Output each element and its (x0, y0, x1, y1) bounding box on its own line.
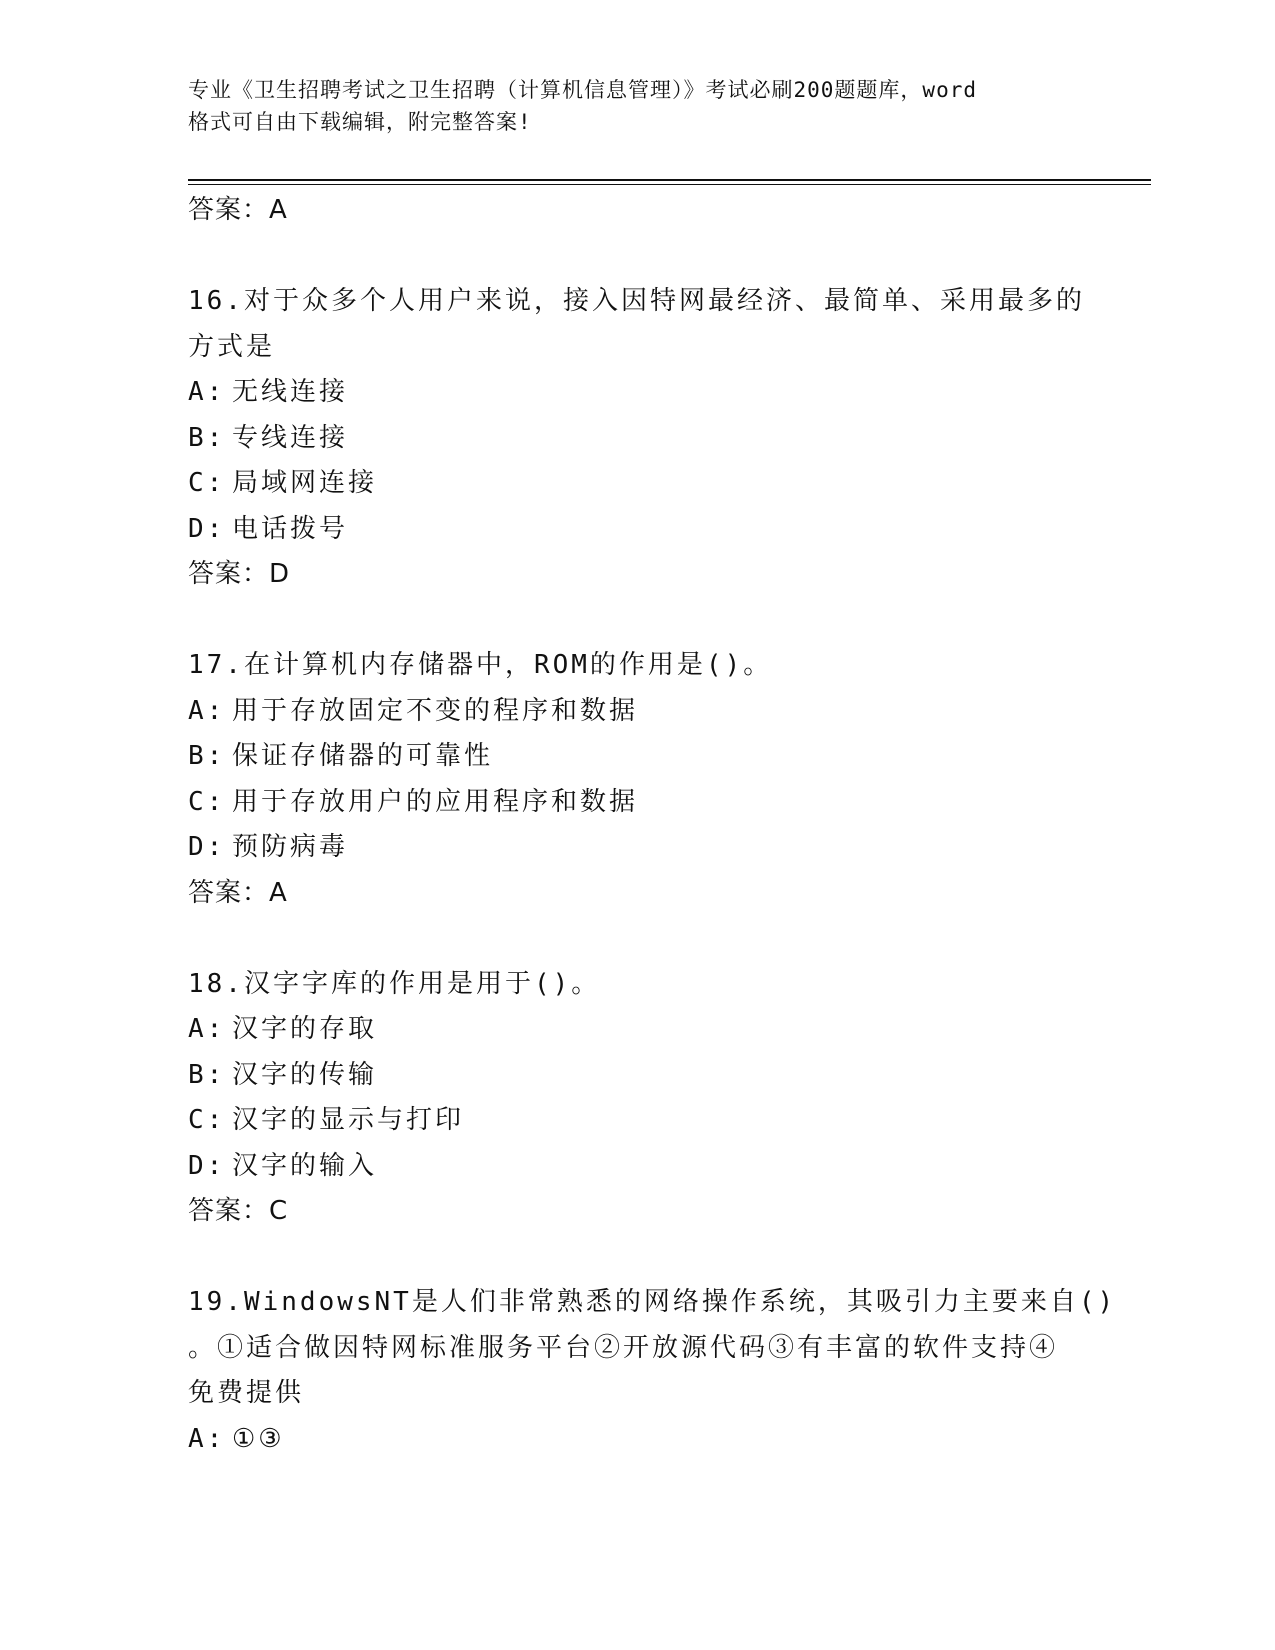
option-b (188, 416, 1088, 462)
option-b (188, 1053, 1088, 1099)
question-16 (188, 279, 1088, 598)
question-19 (188, 1280, 1117, 1462)
spacer (188, 234, 1088, 280)
question-content (188, 188, 1117, 1462)
option-label: A: (188, 1423, 226, 1454)
option-label: B: (188, 741, 226, 771)
header-rule-thick (188, 179, 1151, 181)
spacer (188, 598, 1088, 644)
option-text: 用于存放固定不变的程序和数据 (232, 695, 639, 726)
header-rule-thin (188, 184, 1151, 185)
option-d (188, 1144, 1088, 1190)
option-label: A: (188, 1014, 226, 1044)
answer-line: 答案：C (188, 1196, 289, 1226)
option-text: 电话拨号 (232, 513, 349, 544)
option-b (188, 734, 1088, 780)
spacer (188, 1235, 1088, 1281)
option-label: C: (188, 468, 226, 498)
spacer (188, 916, 1088, 962)
question-stem-line: 17.在计算机内存储器中，ROM的作用是()。 (188, 650, 773, 680)
question-stem-line: 免费提供 (188, 1378, 305, 1408)
option-text: 预防病毒 (232, 832, 349, 862)
question-stem-line: 18.汉字字库的作用是用于()。 (188, 968, 601, 999)
header-line-1: 专业《卫生招聘考试之卫生招聘（计算机信息管理）》考试必刷200题题库，word (188, 78, 977, 102)
option-c (188, 1098, 1088, 1144)
option-a (188, 1417, 1088, 1463)
option-text: 汉字的存取 (232, 1014, 378, 1044)
option-label: C: (188, 1105, 226, 1135)
option-text: 专线连接 (232, 422, 349, 453)
answer-line: 答案：A (188, 877, 288, 908)
question-stem-line: 19.WindowsNT是人们非常熟悉的网络操作系统，其吸引力主要来自() (188, 1287, 1117, 1317)
previous-answer: 答案：A (188, 195, 288, 225)
option-a (188, 370, 1088, 416)
option-label: B: (188, 1059, 226, 1090)
option-text: 保证存储器的可靠性 (232, 741, 494, 771)
option-text: 汉字的传输 (232, 1059, 378, 1090)
option-a (188, 1007, 1088, 1053)
question-stem-line: 。①适合做因特网标准服务平台②开放源代码③有丰富的软件支持④ (188, 1332, 1059, 1363)
option-d (188, 825, 1088, 871)
option-label: D: (188, 832, 226, 862)
option-text: 无线连接 (232, 377, 349, 407)
option-label: C: (188, 786, 226, 817)
option-label: D: (188, 513, 226, 544)
option-text: ①③ (232, 1423, 285, 1454)
option-label: D: (188, 1150, 226, 1181)
option-label: A: (188, 377, 226, 407)
question-17 (188, 643, 1088, 916)
document-header (188, 74, 1088, 138)
option-text: 汉字的输入 (232, 1150, 378, 1181)
option-c (188, 780, 1088, 826)
question-stem-line: 方式是 (188, 331, 276, 362)
option-d (188, 507, 1088, 553)
option-text: 用于存放用户的应用程序和数据 (232, 786, 639, 817)
option-c (188, 461, 1088, 507)
option-text: 汉字的显示与打印 (232, 1105, 465, 1135)
option-a (188, 689, 1088, 735)
header-line-2: 格式可自由下载编辑，附完整答案! (188, 110, 532, 134)
option-label: B: (188, 422, 226, 453)
question-stem-line: 16.对于众多个人用户来说，接入因特网最经济、最简单、采用最多的 (188, 286, 1085, 316)
answer-line: 答案：D (188, 559, 291, 589)
question-18 (188, 962, 1088, 1235)
option-text: 局域网连接 (232, 468, 378, 498)
option-label: A: (188, 695, 226, 726)
